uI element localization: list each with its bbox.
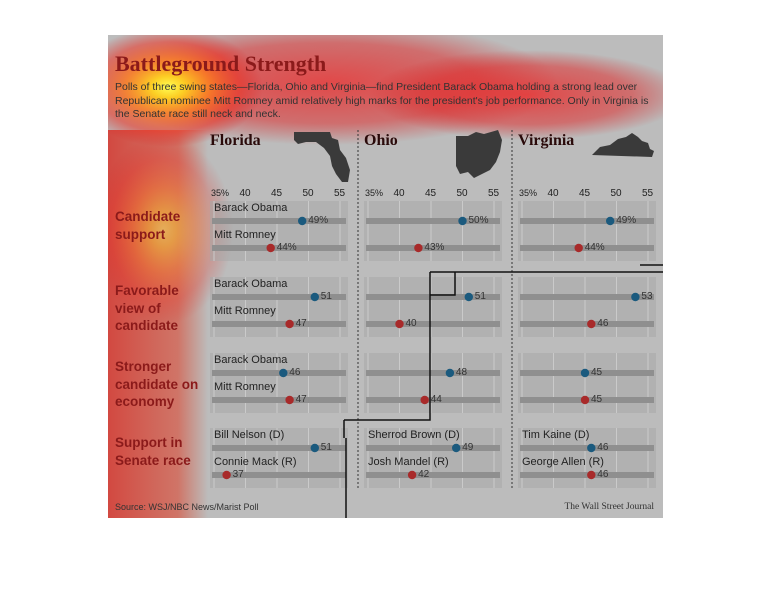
candidate-label: George Allen (R) [522, 456, 604, 468]
value-label: 46 [289, 367, 301, 378]
graphic-title: Battleground Strength [115, 51, 327, 76]
x-tick-label: 40 [393, 188, 405, 199]
x-tick-label: 40 [547, 188, 559, 199]
x-tick-label: 55 [334, 188, 346, 199]
candidate-label: Mitt Romney [214, 305, 276, 317]
value-label: 51 [320, 442, 332, 453]
x-tick-label: 45 [579, 188, 591, 199]
value-label: 40 [405, 318, 417, 329]
value-label: 47 [295, 318, 307, 329]
question-label: Support in Senate race [115, 435, 191, 468]
value-label: 37 [232, 469, 244, 480]
state-title-florida: Florida [210, 132, 261, 149]
x-tick-label: 35% [519, 188, 538, 198]
value-label: 51 [474, 291, 486, 302]
x-tick-label: 50 [302, 188, 314, 199]
value-label: 50% [468, 215, 489, 226]
state-title-virginia: Virginia [518, 132, 575, 149]
value-label: 44% [584, 242, 605, 253]
candidate-label: Connie Mack (R) [214, 456, 297, 468]
x-tick-label: 55 [642, 188, 654, 199]
value-label: 48 [455, 367, 468, 378]
x-tick-label: 35% [365, 188, 384, 198]
question-label: Favorable view of candidate [115, 283, 179, 333]
value-label: 43% [424, 242, 445, 253]
x-tick-label: 50 [610, 188, 622, 199]
x-tick-label: 50 [456, 188, 468, 199]
question-label: Candidate support [115, 209, 181, 242]
candidate-label: Barack Obama [214, 354, 288, 366]
value-label: 51 [320, 291, 332, 302]
x-tick-label: 45 [271, 188, 283, 199]
candidate-label: Sherrod Brown (D) [368, 429, 460, 441]
x-tick-label: 55 [488, 188, 500, 199]
value-label: 44 [430, 394, 442, 405]
candidate-label: Mitt Romney [214, 381, 276, 393]
candidate-label: Bill Nelson (D) [214, 429, 285, 441]
value-label: 46 [597, 442, 609, 453]
value-label: 47 [295, 394, 307, 405]
value-label: 42 [418, 469, 430, 480]
candidate-label: Barack Obama [214, 202, 288, 214]
value-label: 45 [591, 367, 603, 378]
candidate-label: Mitt Romney [214, 229, 276, 241]
question-label: Stronger candidate on economy [115, 359, 199, 409]
value-label: 46 [597, 318, 609, 329]
candidate-label: Josh Mandel (R) [368, 456, 449, 468]
candidate-label: Barack Obama [214, 278, 288, 290]
value-label: 49% [308, 215, 329, 226]
value-label: 53 [641, 291, 653, 302]
x-tick-label: 40 [239, 188, 251, 199]
value-label: 44% [276, 242, 297, 253]
credit-note: The Wall Street Journal [564, 502, 654, 512]
x-tick-label: 45 [425, 188, 437, 199]
value-label: 49 [462, 442, 474, 453]
candidate-label: Tim Kaine (D) [522, 429, 590, 441]
x-tick-label: 35% [211, 188, 230, 198]
source-note: Source: WSJ/NBC News/Marist Poll [115, 502, 259, 512]
value-label: 45 [591, 394, 603, 405]
value-label: 46 [597, 469, 609, 480]
intro-text: Polls of three swing states—Florida, Ohio and Virginia—find President Barack Obama holding a strong lead over Republican nominee Mitt Romney amid relatively high marks for the president's job performance. Only in Virginia is the Senate race still neck and neck. [115, 81, 649, 120]
value-label: 49% [616, 215, 637, 226]
state-title-ohio: Ohio [364, 132, 398, 149]
